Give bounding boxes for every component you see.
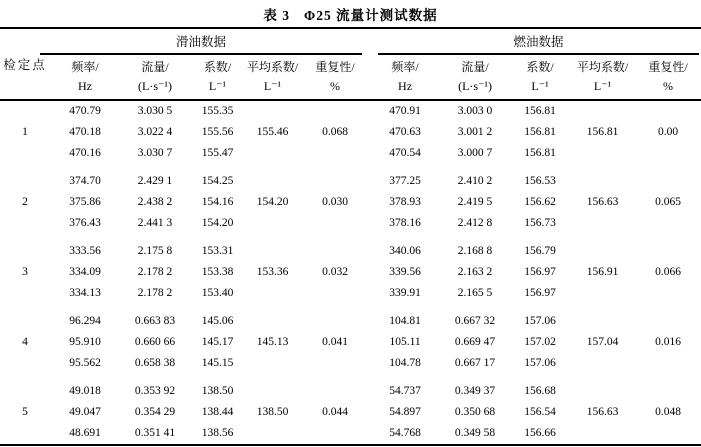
fuel-repeatability: 0.00	[657, 126, 679, 138]
oil-coefficient-value: 138.56	[201, 427, 234, 439]
fuel-flow-value: 0.669 47	[454, 336, 496, 348]
header-oil-repeatability: 重复性/ %	[300, 55, 370, 100]
point-number: 4	[22, 336, 28, 348]
oil-flow-value: 0.663 83	[134, 315, 176, 327]
fuel-frequency-value: 54.897	[389, 406, 421, 418]
fuel-frequency-value: 339.91	[389, 287, 421, 299]
fuel-average-coefficient: 156.63	[586, 196, 619, 208]
oil-frequency-value: 375.86	[69, 196, 101, 208]
table-row	[0, 100, 701, 122]
fuel-frequency-value: 339.56	[389, 266, 421, 278]
fuel-flow-value: 0.667 32	[454, 315, 496, 327]
column-header-row	[0, 55, 701, 100]
table-number: 表 3	[263, 7, 291, 23]
header-fuel-coefficient: 系数/ L⁻¹	[510, 55, 570, 100]
fuel-coefficient-value: 156.73	[524, 217, 556, 229]
oil-coefficient-value: 145.17	[201, 336, 234, 348]
fuel-repeatability: 0.048	[655, 406, 681, 418]
oil-coefficient-value: 153.38	[201, 266, 234, 278]
oil-flow-value: 2.429 1	[137, 175, 173, 187]
oil-frequency-value: 49.047	[69, 406, 101, 418]
fuel-frequency-value: 54.768	[389, 427, 421, 439]
oil-frequency-value: 376.43	[69, 217, 101, 229]
header-fuel-repeatability: 重复性/ %	[635, 55, 701, 100]
fuel-flow-value: 0.349 37	[454, 385, 496, 397]
fuel-frequency-value: 105.11	[389, 336, 421, 348]
fuel-flow-value: 0.667 17	[454, 357, 496, 369]
header-group-fuel	[370, 28, 701, 55]
header-fuel-average-coefficient: 平均系数/ L⁻¹	[570, 55, 635, 100]
oil-frequency-value: 334.09	[69, 266, 101, 278]
oil-coefficient-value: 138.44	[201, 406, 234, 418]
fuel-repeatability: 0.016	[655, 336, 681, 348]
fuel-repeatability: 0.066	[655, 266, 681, 278]
oil-flow-value: 2.178 2	[137, 287, 173, 299]
fuel-coefficient-value: 156.81	[524, 147, 556, 159]
table-row	[0, 381, 701, 402]
fuel-frequency-value: 470.54	[389, 147, 421, 159]
oil-flow-value: 2.178 2	[137, 266, 173, 278]
point-number: 3	[22, 266, 28, 278]
group-header-row	[0, 28, 701, 55]
oil-flow-value: 3.030 7	[137, 147, 173, 159]
header-group-oil	[50, 28, 370, 55]
oil-average-coefficient: 138.50	[256, 406, 289, 418]
oil-coefficient-value: 155.35	[201, 105, 234, 117]
fuel-coefficient-value: 156.53	[524, 175, 556, 187]
fuel-coefficient-value: 157.06	[524, 315, 556, 327]
oil-flow-value: 0.658 38	[134, 357, 176, 369]
fuel-flow-value: 2.165 5	[457, 287, 493, 299]
fuel-coefficient-value: 156.79	[524, 245, 556, 257]
fuel-flow-value: 2.419 5	[457, 196, 493, 208]
oil-flow-value: 0.353 92	[134, 385, 176, 397]
oil-coefficient-value: 154.16	[201, 196, 234, 208]
header-oil-flow: 流量/ (L·s⁻¹)	[120, 55, 190, 100]
fuel-flow-value: 0.350 68	[454, 406, 496, 418]
fuel-frequency-value: 54.737	[389, 385, 421, 397]
fuel-frequency-value: 377.25	[389, 175, 421, 187]
table-name: Φ25 流量计测试数据	[304, 7, 438, 23]
oil-average-coefficient: 155.46	[256, 126, 289, 138]
group-oil-label: 滑油数据	[176, 35, 227, 49]
oil-coefficient-value: 154.20	[201, 217, 234, 229]
oil-repeatability: 0.041	[322, 336, 348, 348]
oil-coefficient-value: 138.50	[201, 385, 234, 397]
oil-frequency-value: 470.79	[69, 105, 101, 117]
oil-coefficient-value: 153.40	[201, 287, 234, 299]
oil-frequency-value: 470.16	[69, 147, 101, 159]
table-title	[0, 0, 701, 27]
fuel-coefficient-value: 156.97	[524, 266, 556, 278]
oil-flow-value: 2.441 3	[137, 217, 173, 229]
row-spacer	[0, 164, 701, 171]
fuel-flow-value: 0.349 58	[454, 427, 496, 439]
fuel-flow-value: 2.410 2	[457, 175, 493, 187]
oil-average-coefficient: 145.13	[256, 336, 289, 348]
fuel-flow-value: 2.168 8	[457, 245, 493, 257]
oil-coefficient-value: 154.25	[201, 175, 234, 187]
header-oil-frequency: 频率/ Hz	[50, 55, 120, 100]
row-spacer	[0, 234, 701, 241]
fuel-flow-value: 3.000 7	[457, 147, 493, 159]
oil-frequency-value: 470.18	[69, 126, 101, 138]
oil-flow-value: 3.030 5	[137, 105, 173, 117]
fuel-coefficient-value: 156.66	[524, 427, 556, 439]
oil-coefficient-value: 155.56	[201, 126, 234, 138]
point-number: 2	[22, 196, 28, 208]
point-number: 1	[22, 126, 28, 138]
fuel-flow-value: 3.001 2	[457, 126, 493, 138]
oil-frequency-value: 95.562	[69, 357, 101, 369]
fuel-coefficient-value: 156.81	[524, 126, 556, 138]
fuel-average-coefficient: 156.91	[586, 266, 619, 278]
fuel-flow-value: 2.412 8	[457, 217, 493, 229]
fuel-frequency-value: 470.91	[389, 105, 421, 117]
oil-frequency-value: 96.294	[69, 315, 101, 327]
oil-repeatability: 0.068	[322, 126, 348, 138]
fuel-average-coefficient: 157.04	[586, 336, 619, 348]
header-fuel-frequency: 频率/ Hz	[370, 55, 440, 100]
fuel-flow-value: 2.163 2	[457, 266, 493, 278]
oil-frequency-value: 374.70	[69, 175, 101, 187]
oil-flow-value: 0.354 29	[134, 406, 176, 418]
fuel-frequency-value: 104.78	[389, 357, 421, 369]
fuel-coefficient-value: 156.97	[524, 287, 556, 299]
fuel-frequency-value: 378.93	[389, 196, 421, 208]
fuel-frequency-value: 470.63	[389, 126, 421, 138]
header-oil-average-coefficient: 平均系数/ L⁻¹	[245, 55, 300, 100]
oil-flow-value: 3.022 4	[137, 126, 173, 138]
point-number: 5	[22, 406, 28, 418]
oil-flow-value: 2.438 2	[137, 196, 173, 208]
oil-coefficient-value: 145.06	[201, 315, 234, 327]
fuel-coefficient-value: 157.06	[524, 357, 556, 369]
oil-frequency-value: 333.56	[69, 245, 101, 257]
fuel-frequency-value: 378.16	[389, 217, 421, 229]
oil-average-coefficient: 154.20	[256, 196, 289, 208]
fuel-frequency-value: 104.81	[389, 315, 421, 327]
table-row	[0, 241, 701, 262]
oil-coefficient-value: 145.15	[201, 357, 234, 369]
row-spacer	[0, 374, 701, 381]
fuel-coefficient-value: 156.68	[524, 385, 556, 397]
oil-flow-value: 0.351 41	[134, 427, 176, 439]
oil-average-coefficient: 153.36	[256, 266, 289, 278]
fuel-average-coefficient: 156.81	[586, 126, 619, 138]
header-oil-coefficient: 系数/ L⁻¹	[190, 55, 245, 100]
oil-repeatability: 0.032	[322, 266, 348, 278]
oil-frequency-value: 48.691	[69, 427, 101, 439]
oil-frequency-value: 49.018	[69, 385, 101, 397]
row-spacer	[0, 304, 701, 311]
fuel-repeatability: 0.065	[655, 196, 681, 208]
oil-coefficient-value: 155.47	[201, 147, 234, 159]
flowmeter-data-table	[0, 27, 701, 446]
fuel-frequency-value: 340.06	[389, 245, 421, 257]
fuel-coefficient-value: 156.81	[524, 105, 556, 117]
table-row	[0, 171, 701, 192]
group-fuel-label: 燃油数据	[513, 35, 564, 49]
table-row	[0, 311, 701, 332]
fuel-coefficient-value: 156.62	[524, 196, 556, 208]
header-fuel-flow: 流量/ (L·s⁻¹)	[440, 55, 510, 100]
fuel-coefficient-value: 156.54	[524, 406, 556, 418]
oil-repeatability: 0.030	[322, 196, 348, 208]
oil-frequency-value: 95.910	[69, 336, 101, 348]
fuel-average-coefficient: 156.63	[586, 406, 619, 418]
header-point-column: 检定点	[0, 28, 50, 100]
oil-flow-value: 2.175 8	[137, 245, 173, 257]
oil-flow-value: 0.660 66	[134, 336, 176, 348]
oil-frequency-value: 334.13	[69, 287, 101, 299]
oil-repeatability: 0.044	[322, 406, 348, 418]
fuel-coefficient-value: 157.02	[524, 336, 556, 348]
fuel-flow-value: 3.003 0	[457, 105, 493, 117]
oil-coefficient-value: 153.31	[201, 245, 234, 257]
